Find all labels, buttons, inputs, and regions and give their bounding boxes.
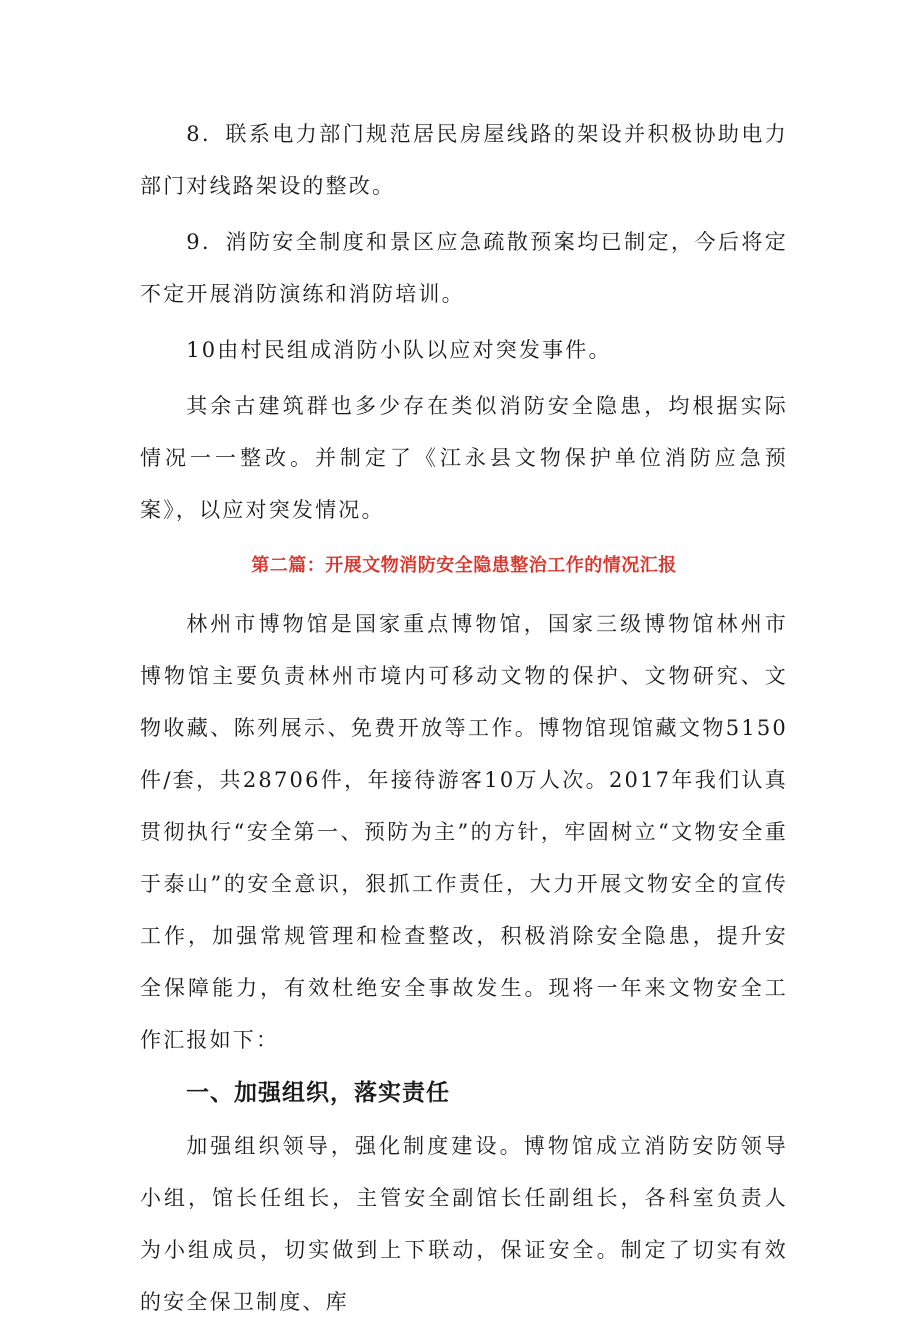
document-page <box>140 108 788 1328</box>
paragraph-museum-intro: 林州市博物馆是国家重点博物馆，国家三级博物馆林州市博物馆主要负责林州市境内可移动文物的保护、文物研究、文物收藏、陈列展示、免费开放等工作。博物馆现馆藏文物5150件/套，共28706件，年接待游客10万人次。2017年我们认真贯彻执行“安全第一、预防为主”的方针，牢固树立“文物安全重于泰山”的安全意识，狠抓工作责任，大力开展文物安全的宣传工作，加强常规管理和检查整改，积极消除安全隐患，提升安全保障能力，有效杜绝安全事故发生。现将一年来文物安全工作汇报如下： <box>140 612 788 1052</box>
section-title: 第二篇：开展文物消防安全隐患整治工作的情况汇报 <box>251 555 677 576</box>
paragraph-organization: 加强组织领导，强化制度建设。博物馆成立消防安防领导小组，馆长任组长，主管安全副馆长任副组长，各科室负责人为小组成员，切实做到上下联动，保证安全。制定了切实有效的安全保卫制度、库 <box>140 1134 788 1314</box>
subheading-organization: 一、加强组织，落实责任 <box>186 1079 450 1106</box>
list-item-10: 10由村民组成消防小队以应对突发事件。 <box>186 338 612 362</box>
list-item-9: 9．消防安全制度和景区应急疏散预案均已制定，今后将定不定开展消防演练和消防培训。 <box>140 230 788 306</box>
paragraph-other-buildings: 其余古建筑群也多少存在类似消防安全隐患，均根据实际情况一一整改。并制定了《江永县文物保护单位消防应急预案》，以应对突发情况。 <box>140 394 788 522</box>
list-item-8: 8．联系电力部门规范居民房屋线路的架设并积极协助电力部门对线路架设的整改。 <box>140 122 788 198</box>
